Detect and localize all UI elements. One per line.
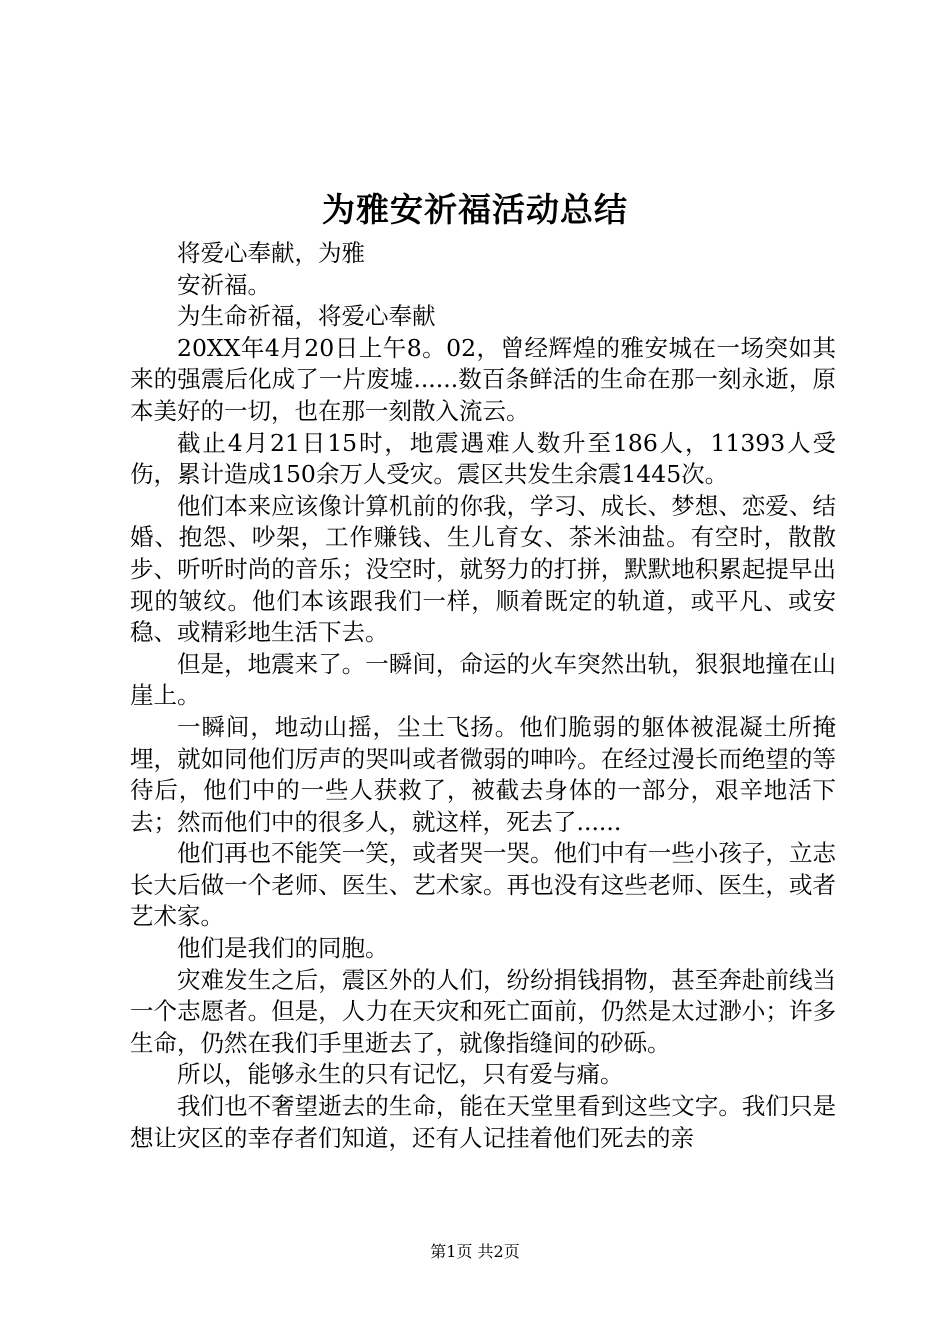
page-number-footer: 第1页 共2页: [430, 1242, 520, 1261]
paragraph: 安祈福。: [177, 270, 271, 299]
paragraph: 为生命祈福，将爱心奉献: [177, 302, 436, 331]
paragraph: 截止4月21日15时，地震遇难人数升至186人，11393人受伤，累计造成150余万人受灾。震区共发生余震1445次。: [130, 428, 836, 489]
paragraph: 将爱心奉献，为雅: [177, 239, 365, 267]
paragraph: 所以，能够永生的只有记忆，只有爱与痛。: [177, 1060, 624, 1089]
paragraph: 他们再也不能笑一笑，或者哭一哭。他们中有一些小孩子，立志长大后做一个老师、医生、艺术家。再也没有这些老师、医生，或者艺术家。: [130, 839, 836, 931]
paragraph: 20XX年4月20日上午8。02，曾经辉煌的雅安城在一场突如其来的强震后化成了一片废墟......数百条鲜活的生命在那一刻永逝，原本美好的一切，也在那一刻散入流云。: [130, 333, 836, 425]
paragraph: 我们也不奢望逝去的生命，能在天堂里看到这些文字。我们只是想让灾区的幸存者们知道，还有人记挂着他们死去的亲: [130, 1092, 836, 1152]
paragraph: 但是，地震来了。一瞬间，命运的火车突然出轨，狠狠地撞在山崖上。: [130, 649, 836, 710]
document-title: 为雅安祈福活动总结: [322, 190, 628, 229]
document-body: [130, 238, 836, 1154]
paragraph: 一瞬间，地动山摇，尘土飞扬。他们脆弱的躯体被混凝土所掩埋，就如同他们厉声的哭叫或者微弱的呻吟。在经过漫长而绝望的等待后，他们中的一些人获救了，被截去身体的一部分，艰辛地活下去；然而他们中的很多人，就这样，死去了......: [130, 712, 836, 836]
paragraph: 他们本来应该像计算机前的你我，学习、成长、梦想、恋爱、结婚、抱怨、吵架，工作赚钱、生儿育女、茶米油盐。有空时，散散步、听听时尚的音乐；没空时，就努力的打拼，默默地积累起提早出现的皱纹。他们本该跟我们一样，顺着既定的轨道，或平凡、或安稳、或精彩地生活下去。: [130, 491, 836, 647]
paragraph: 他们是我们的同胞。: [177, 934, 389, 963]
paragraph: 灾难发生之后，震区外的人们，纷纷捐钱捐物，甚至奔赴前线当一个志愿者。但是，人力在天灾和死亡面前，仍然是太过渺小；许多生命，仍然在我们手里逝去了，就像指缝间的砂砾。: [130, 965, 836, 1057]
